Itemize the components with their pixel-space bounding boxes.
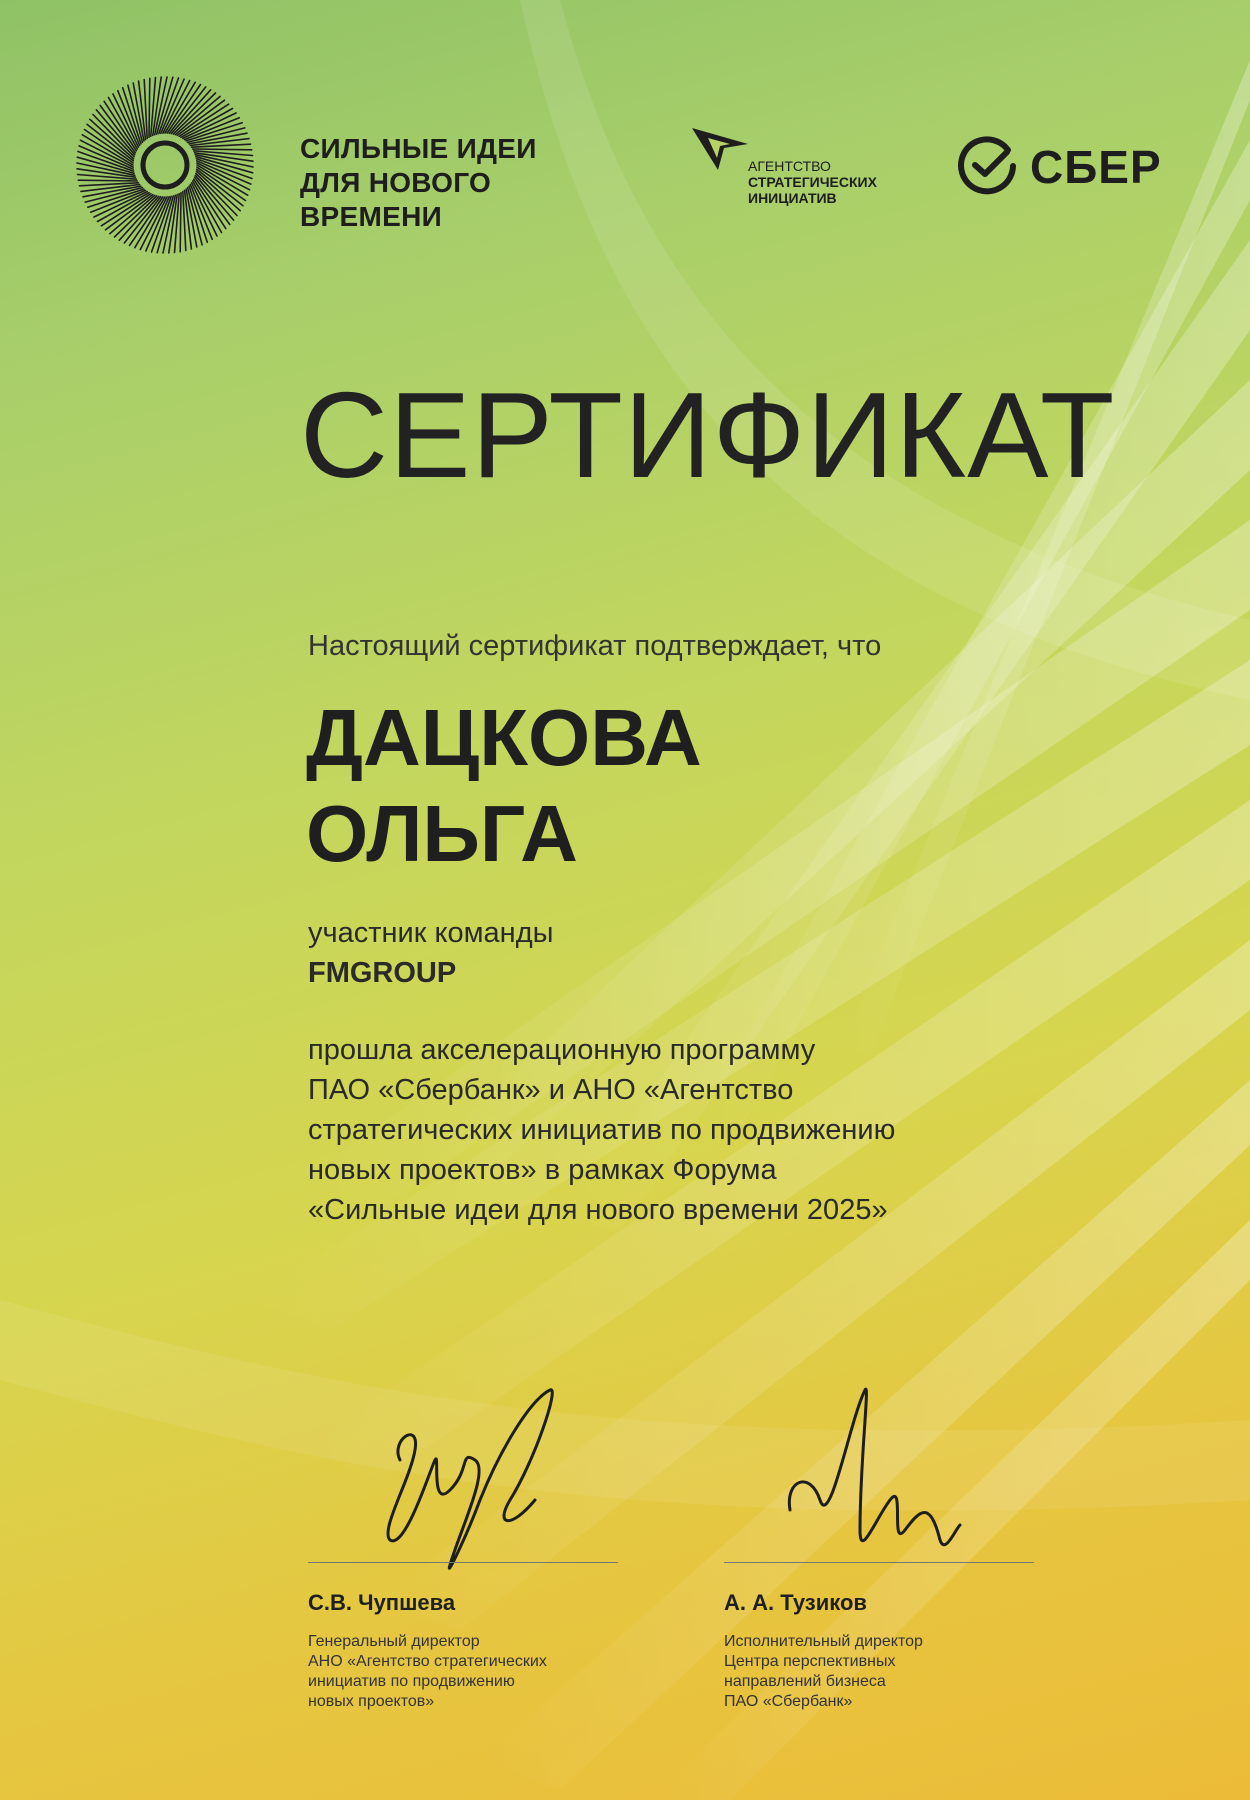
certificate-body (308, 1030, 895, 1230)
forum-name-line-3: ВРЕМЕНИ (300, 201, 443, 232)
asi-logo-mark (690, 124, 750, 174)
signer-2-position-line: направлений бизнеса (724, 1673, 886, 1690)
certificate-title: СЕРТИФИКАТ (300, 367, 1116, 503)
role-label: участник команды (308, 917, 554, 949)
body-line: ПАО «Сбербанк» и АНО «Агентство (308, 1074, 794, 1106)
recipient-role (308, 913, 553, 993)
forum-name-line-1: СИЛЬНЫЕ ИДЕИ (300, 133, 537, 164)
body-line: прошла акселерационную программу (308, 1034, 816, 1066)
signer-1-position-line: Генеральный директор (308, 1633, 480, 1650)
signature-line-1 (308, 1562, 618, 1563)
signer-1-name: С.В. Чупшева (308, 1590, 456, 1615)
asi-name-line-1: АГЕНТСТВО (748, 158, 831, 174)
signer-1-position-line: АНО «Агентство стратегических (308, 1653, 547, 1670)
sber-check-icon (958, 136, 1018, 196)
signer-1-position-line: инициатив по продвижению (308, 1673, 515, 1690)
forum-sunburst-logo (70, 70, 260, 260)
asi-name-line-2: СТРАТЕГИЧЕСКИХ (748, 174, 877, 190)
forum-name-line-2: ДЛЯ НОВОГО (300, 167, 492, 198)
signature-line-2 (724, 1562, 1034, 1563)
signer-2-position-line: Исполнительный директор (724, 1633, 923, 1650)
certificate-intro: Настоящий сертификат подтверждает, что (308, 630, 882, 662)
signer-2-name: А. А. Тузиков (724, 1590, 867, 1615)
signer-1-position (308, 1632, 547, 1712)
signature-tuzikov (780, 1380, 980, 1580)
asi-name-line-3: ИНИЦИАТИВ (748, 190, 837, 206)
recipient-surname: ДАЦКОВА (306, 693, 702, 782)
recipient-first-name: ОЛЬГА (306, 789, 578, 878)
signer-2-position-line: ПАО «Сбербанк» (724, 1693, 853, 1710)
body-line: стратегических инициатив по продвижению (308, 1114, 896, 1146)
sber-logo-text: СБЕР (1030, 141, 1162, 193)
asi-name (748, 158, 877, 206)
team-name: FMGROUP (308, 957, 457, 989)
signer-2-position (724, 1632, 923, 1712)
signature-chupsheva (360, 1380, 580, 1580)
signer-2-position-line: Центра перспективных (724, 1653, 896, 1670)
body-line: новых проектов» в рамках Форума (308, 1154, 777, 1186)
recipient-name (306, 690, 702, 882)
forum-name (300, 132, 537, 234)
body-line: «Сильные идеи для нового времени 2025» (308, 1194, 888, 1226)
signer-1-position-line: новых проектов» (308, 1693, 435, 1710)
